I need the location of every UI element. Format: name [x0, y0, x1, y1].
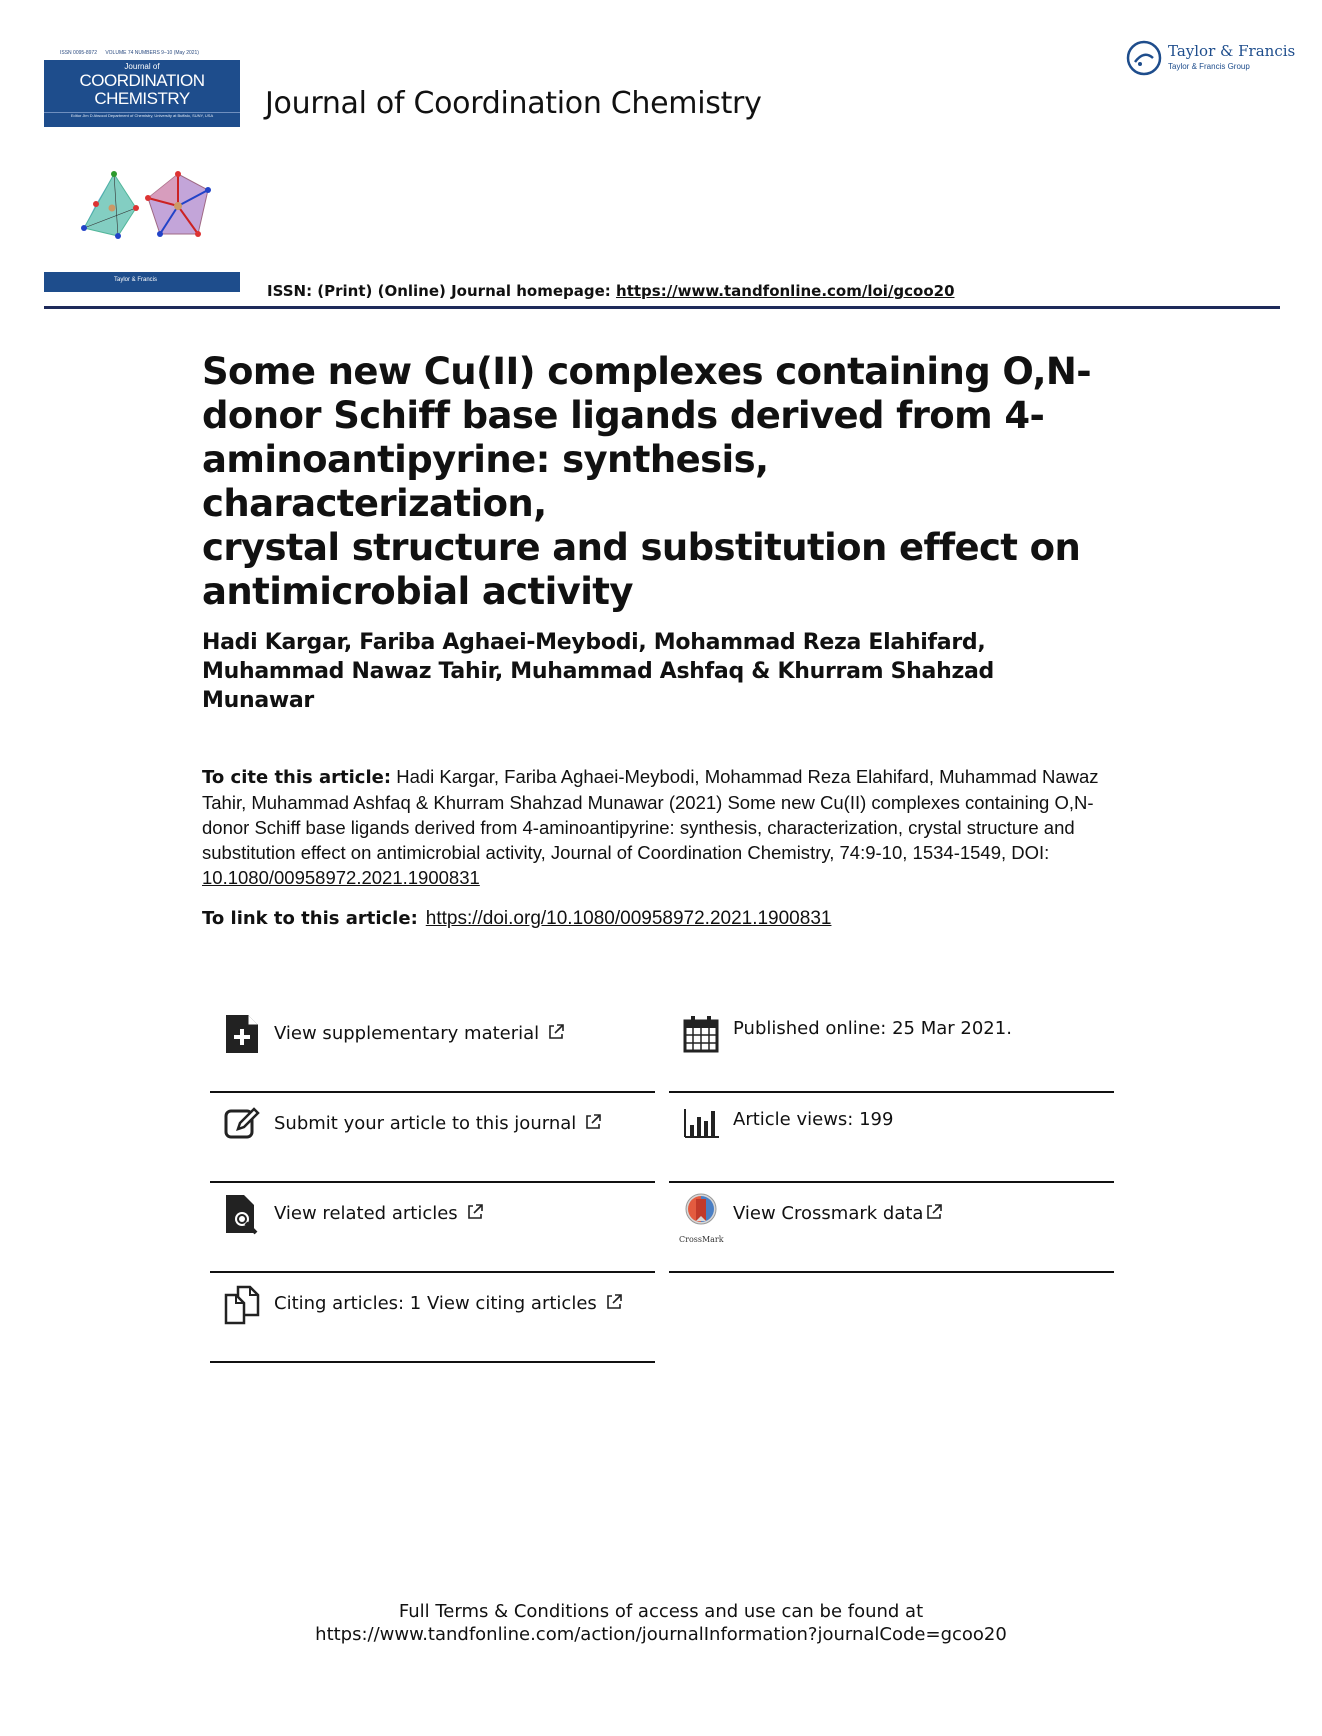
calendar-icon — [683, 1013, 719, 1055]
external-link-icon — [925, 1203, 943, 1221]
molecule-image — [74, 168, 214, 248]
terms-footer — [0, 1600, 1322, 1646]
supplementary-cell[interactable] — [210, 1003, 655, 1093]
related-articles-link[interactable]: View related articles — [274, 1203, 484, 1224]
header-divider — [44, 306, 1280, 309]
citation-label: To cite this article: — [202, 767, 392, 788]
submit-link[interactable]: Submit your article to this journal — [274, 1113, 602, 1134]
issn-homepage-line — [267, 282, 955, 300]
title-line: aminoantipyrine: synthesis, characterization, — [202, 438, 769, 525]
crossmark-icon — [683, 1193, 719, 1235]
cover-editor: Editor Jim D Atwood Department of Chemistry, University at Buffalo, SUNY, USA — [70, 113, 214, 118]
journal-cover — [44, 50, 240, 294]
journal-homepage-link[interactable]: https://www.tandfonline.com/loi/gcoo20 — [616, 282, 955, 300]
title-line: Some new Cu(II) complexes containing O,N- — [202, 350, 1092, 393]
author-line: Hadi Kargar, Fariba Aghaei-Meybodi, Mohammad Reza Elahifard, — [202, 630, 986, 655]
cover-issn: ISSN 0095-8972 VOLUME 74 NUMBERS 9–10 (May 2021) — [60, 50, 199, 56]
cover-journal-of: Journal of — [124, 62, 160, 71]
submit-cell[interactable] — [210, 1093, 655, 1183]
crossmark-link[interactable]: View Crossmark data — [733, 1203, 943, 1224]
article-views: Article views: 199 — [733, 1109, 894, 1130]
publisher-name: Taylor & Francis — [1168, 42, 1296, 60]
issn-label: ISSN: (Print) (Online) Journal homepage: — [267, 282, 617, 300]
cover-publisher: Taylor & Francis — [114, 277, 158, 283]
citation-text: Hadi Kargar, Fariba Aghaei-Meybodi, Mohammad Reza Elahifard, Muhammad Nawaz Tahir, Muhammad Ashfaq & Khurram Shahzad Munawar (2021) Some new Cu(II) complexes containing O,N-donor Schiff base ligands derived from 4-aminoantipyrine: synthesis, characterization, crystal structure and substitution effect on antimicrobial activity, Journal of Coordination Chemistry, 74:9-10, 1534-1549, DOI: — [202, 766, 1099, 863]
crossmark-badge-label: CrossMark — [679, 1235, 724, 1244]
cover-journal-name: COORDINATION CHEMISTRY — [79, 71, 205, 108]
crossmark-cell[interactable] — [669, 1183, 1114, 1273]
published-date: Published online: 25 Mar 2021. — [733, 1018, 1012, 1039]
copy-documents-icon — [224, 1283, 260, 1325]
bar-chart-icon — [683, 1103, 719, 1145]
author-list — [202, 628, 1072, 715]
document-plus-icon — [224, 1013, 260, 1055]
views-cell — [669, 1093, 1114, 1183]
external-link-icon — [547, 1023, 565, 1041]
article-link-line — [202, 907, 831, 930]
external-link-icon — [584, 1113, 602, 1131]
footer-terms-url[interactable]: https://www.tandfonline.com/action/journalInformation?journalCode=gcoo20 — [315, 1624, 1007, 1645]
related-cell[interactable] — [210, 1183, 655, 1273]
edit-icon — [224, 1103, 260, 1145]
article-title — [202, 350, 1102, 614]
taylor-francis-icon — [1126, 40, 1162, 76]
article-doi-url[interactable]: https://doi.org/10.1080/00958972.2021.1900831 — [425, 908, 832, 929]
published-cell — [669, 1003, 1114, 1093]
author-line: Munawar — [202, 688, 314, 713]
author-line: Muhammad Nawaz Tahir, Muhammad Ashfaq & Khurram Shahzad — [202, 659, 994, 684]
external-link-icon — [466, 1203, 484, 1221]
citation-doi-link[interactable]: 10.1080/00958972.2021.1900831 — [202, 867, 480, 888]
supplementary-link[interactable]: View supplementary material — [274, 1023, 565, 1044]
title-line: crystal structure and substitution effect on — [202, 526, 1081, 569]
journal-title: Journal of Coordination Chemistry — [265, 86, 762, 121]
document-search-icon — [224, 1193, 260, 1235]
citing-cell[interactable] — [210, 1273, 655, 1363]
external-link-icon — [605, 1293, 623, 1311]
citing-articles-link[interactable]: Citing articles: 1 View citing articles — [274, 1293, 623, 1314]
cover-footer-band — [44, 272, 240, 292]
publisher-logo[interactable] — [1126, 40, 1296, 76]
link-label: To link to this article: — [202, 908, 418, 929]
footer-line: Full Terms & Conditions of access and use can be found at — [398, 1601, 924, 1622]
publisher-group: Taylor & Francis Group — [1168, 62, 1250, 71]
title-line: donor Schiff base ligands derived from 4- — [202, 394, 1045, 437]
title-line: antimicrobial activity — [202, 570, 633, 613]
citation-block — [202, 764, 1132, 890]
